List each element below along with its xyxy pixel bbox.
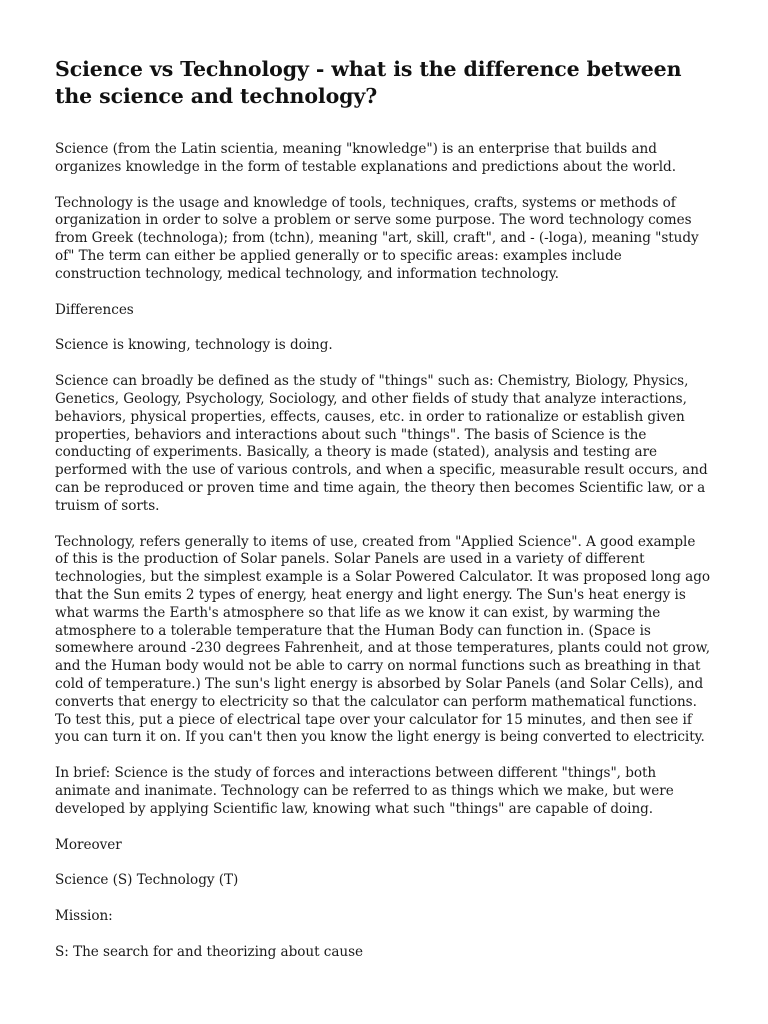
paragraph-in-brief: In brief: Science is the study of forces and interactions between different "things", both animate and inanimate. Technology can be referred to as things which we make, but were developed by applying Scientific law, knowing what such "things" are capable of doing. [55, 765, 674, 817]
paragraph-technology-applied: Technology, refers generally to items of use, created from "Applied Science". A good example of this is the production of Solar panels. Solar Panels are used in a variety of different technologies, but the simplest example is a Solar Powered Calculator. It was proposed long ago that the Sun emits 2 types of energy, heat energy and light energy. The Sun's heat energy is what warms the Earth's atmosphere so that life as we know it can exist, by warming the atmosphere to a tolerable temperature that the Human Body can function in. (Space is somewhere around -230 degrees Fahrenheit, and at those temperatures, plants could not grow, and the Human body would not be able to carry on normal functions such as breathing in that cold of temperature.) The sun's light energy is absorbed by Solar Panels (and Solar Cells), and converts that energy to electricity so that the calculator can perform mathematical functions. To test this, put a piece of electrical tape over your calculator for 15 minutes, and then see if you can turn it on. If you can't then you know the light energy is being converted to electricity. [55, 533, 711, 746]
page-title: Science vs Technology - what is the difference between the science and technology? [55, 57, 682, 108]
paragraph-science-study: Science can broadly be defined as the study of "things" such as: Chemistry, Biology, Physics, Genetics, Geology, Psychology, Sociology, and other fields of study that analyze interactions, behaviors, physical properties, effects, causes, etc. in order to rationalize or establish given properties, behaviors and interactions about such "things". The basis of Science is the conducting of experiments. Basically, a theory is made (stated), analysis and testing are performed with the use of various controls, and when a specific, measurable result occurs, and can be reproduced or proven time and time again, the theory then becomes Scientific law, or a truism of sorts. [55, 373, 708, 514]
section-heading-moreover: Moreover [55, 836, 122, 853]
paragraph-legend: Science (S) Technology (T) [55, 872, 239, 889]
section-heading-differences: Differences [55, 301, 134, 318]
section-heading-mission: Mission: [55, 908, 113, 925]
paragraph-mission-science: S: The search for and theorizing about cause [55, 943, 364, 960]
paragraph-knowing-doing: Science is knowing, technology is doing. [55, 337, 333, 354]
paragraph-technology-definition: Technology is the usage and knowledge of tools, techniques, crafts, systems or methods of organization in order to solve a problem or serve some purpose. The word technology comes from Greek (technologa); from (tchn), meaning "art, skill, craft", and - (-loga), meaning "study of" The term can either be applied generally or to specific areas: examples include construction technology, medical technology, and information technology. [55, 194, 699, 282]
paragraph-science-definition: Science (from the Latin scientia, meaning "knowledge") is an enterprise that builds and organizes knowledge in the form of testable explanations and predictions about the world. [55, 141, 676, 175]
document-body [55, 141, 710, 980]
